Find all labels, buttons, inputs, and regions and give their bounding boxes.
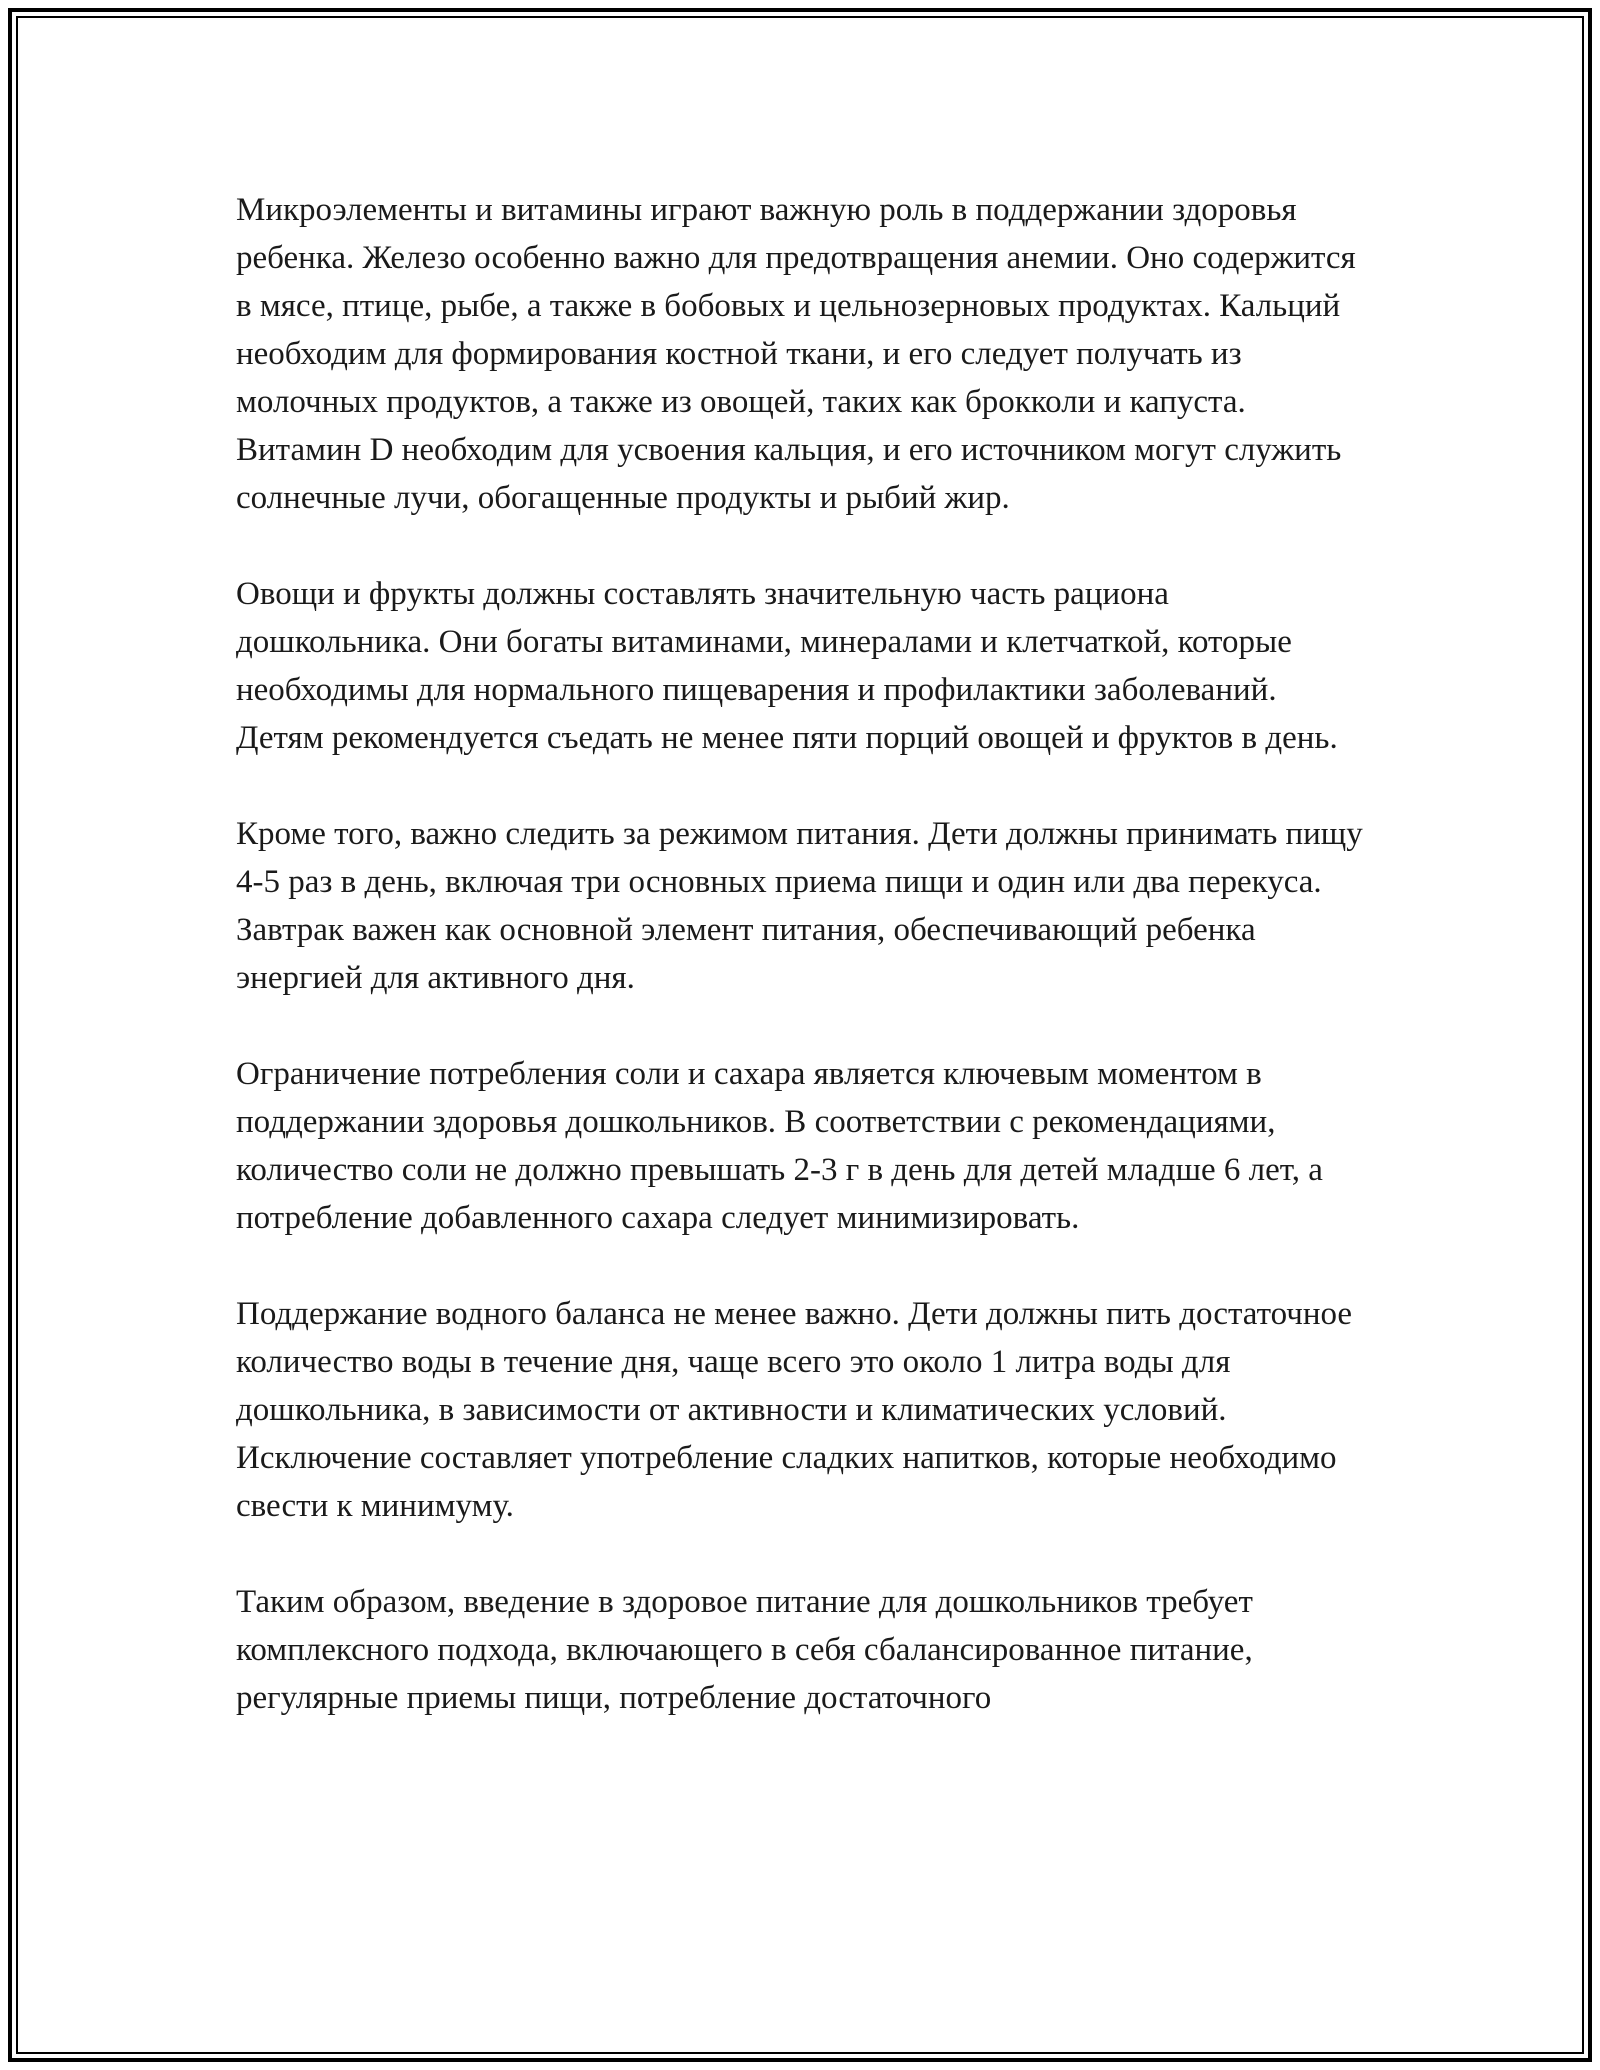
paragraph-water-balance: Поддержание водного баланса не менее важно. Дети должны пить достаточное количество воды в течение дня, чаще всего это около 1 литра воды для дошкольника, в зависимости от активности и климатических условий. Исключение составляет употребление сладких напитков, которые необходимо свести к минимуму. [236, 1296, 1353, 1524]
paragraph-vegetables-fruits: Овощи и фрукты должны составлять значительную часть рациона дошкольника. Они богаты витаминами, минералами и клетчаткой, которые необходимы для нормального пищеварения и профилактики заболеваний. Детям рекомендуется съедать не менее пяти порций овощей и фруктов в день. [236, 576, 1338, 756]
paragraph-meal-schedule: Кроме того, важно следить за режимом питания. Дети должны принимать пищу 4-5 раз в день, включая три основных приема пищи и один или два перекуса. Завтрак важен как основной элемент питания, обеспечивающий ребенка энергией для активного дня. [236, 816, 1363, 996]
paragraph-micronutrients: Микроэлементы и витамины играют важную роль в поддержании здоровья ребенка. Железо особенно важно для предотвращения анемии. Оно содержится в мясе, птице, рыбе, а также в бобовых и цельнозерновых продуктах. Кальций необходим для формирования костной ткани, и его следует получать из молочных продуктов, а также из овощей, таких как брокколи и капуста. Витамин D необходим для усвоения кальция, и его источником могут служить солнечные лучи, обогащенные продукты и рыбий жир. [236, 192, 1356, 516]
paragraph-conclusion: Таким образом, введение в здоровое питание для дошкольников требует комплексного подхода, включающего в себя сбалансированное питание, регулярные приемы пищи, потребление достаточного [236, 1584, 1253, 1716]
document-body [236, 186, 1366, 1770]
paragraph-salt-sugar: Ограничение потребления соли и сахара является ключевым моментом в поддержании здоровья дошкольников. В соответствии с рекомендациями, количество соли не должно превышать 2-3 г в день для детей младше 6 лет, а потребление добавленного сахара следует минимизировать. [236, 1056, 1323, 1236]
